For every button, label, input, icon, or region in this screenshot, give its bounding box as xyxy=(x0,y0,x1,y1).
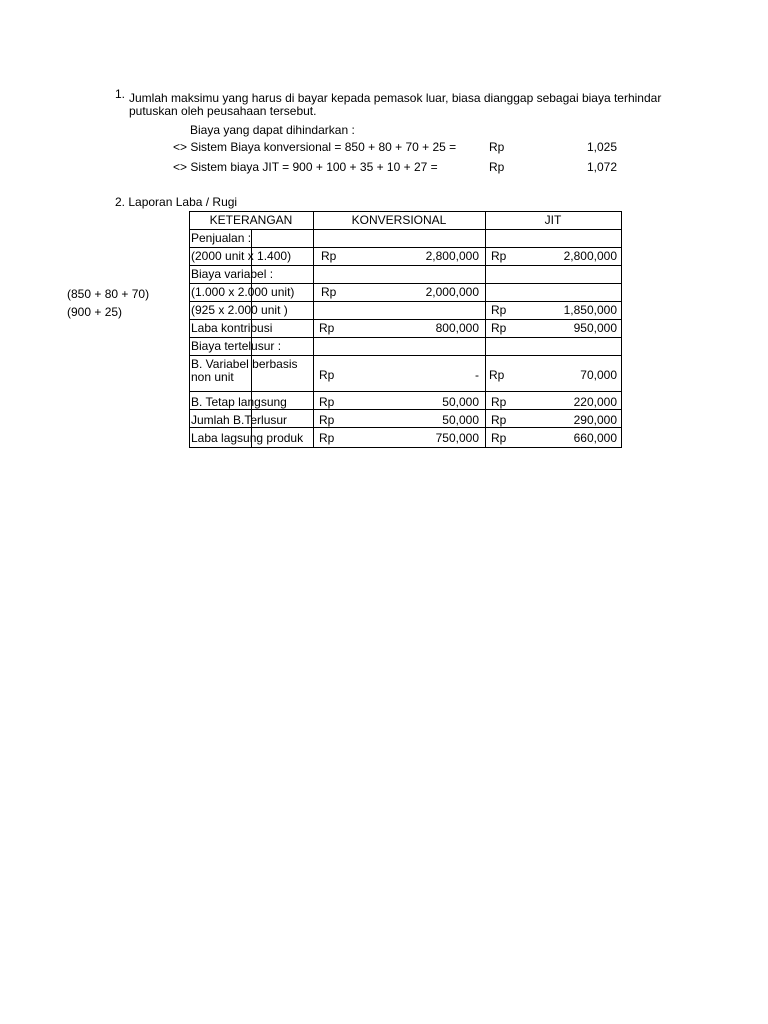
row-k-value: - xyxy=(475,368,479,382)
section1-number: 1. xyxy=(115,87,126,101)
row-label-line2: non unit xyxy=(191,370,234,384)
row-label: Laba kontribusi xyxy=(191,321,273,335)
section1-line2: putuskan oleh peusahaan tersebut. xyxy=(129,104,317,118)
row-k-value: 2,000,000 xyxy=(425,285,479,299)
row-label: Biaya variabel : xyxy=(191,267,274,281)
row-j-currency: Rp xyxy=(491,303,507,317)
row-j-currency: Rp xyxy=(491,395,507,409)
row-k-currency: Rp xyxy=(319,413,335,427)
row-j-currency: Rp xyxy=(491,431,507,445)
row-j-value: 220,000 xyxy=(573,395,617,409)
item-konversional-value: 1,025 xyxy=(586,140,617,154)
side-note-konversional: (850 + 80 + 70) xyxy=(67,287,150,301)
row-k-currency: Rp xyxy=(319,368,335,382)
row-k-value: 50,000 xyxy=(442,395,479,409)
section1-line1: Jumlah maksimu yang harus di bayar kepada pemasok luar, biasa dianggap sebagai biaya terhindar xyxy=(129,91,662,105)
side-note-jit: (900 + 25) xyxy=(67,305,123,319)
item-jit-label: <> Sistem biaya JIT = 900 + 100 + 35 + 10 + 27 = xyxy=(173,160,438,174)
item-jit-value: 1,072 xyxy=(586,160,617,174)
row-j-currency: Rp xyxy=(491,321,507,335)
header-konversional: KONVERSIONAL xyxy=(351,213,447,227)
row-k-value: 2,800,000 xyxy=(425,249,479,263)
row-k-value: 50,000 xyxy=(442,413,479,427)
row-k-currency: Rp xyxy=(319,395,335,409)
row-label: B. Tetap langsung xyxy=(191,395,287,409)
row-j-value: 2,800,000 xyxy=(563,249,617,263)
row-k-currency: Rp xyxy=(319,321,335,335)
row-label: Biaya tertelusur : xyxy=(191,339,282,353)
section2-title: 2. Laporan Laba / Rugi xyxy=(115,195,238,209)
income-statement-table xyxy=(189,211,622,448)
row-j-currency: Rp xyxy=(489,368,505,382)
row-j-value: 1,850,000 xyxy=(563,303,617,317)
row-j-value: 660,000 xyxy=(573,431,617,445)
item-jit-currency: Rp xyxy=(489,160,505,174)
row-label: Jumlah B.Terlusur xyxy=(191,413,288,427)
section1-subtitle: Biaya yang dapat dihindarkan : xyxy=(190,123,355,137)
row-label: Penjualan : xyxy=(191,231,252,245)
row-label: (925 x 2.000 unit ) xyxy=(191,303,288,317)
row-k-currency: Rp xyxy=(319,431,335,445)
header-keterangan: KETERANGAN xyxy=(209,213,293,227)
row-j-value: 290,000 xyxy=(573,413,617,427)
row-j-value: 950,000 xyxy=(573,321,617,335)
item-konversional-label: <> Sistem Biaya konversional = 850 + 80 + 70 + 25 = xyxy=(173,140,457,154)
row-k-currency: Rp xyxy=(321,249,337,263)
row-k-value: 800,000 xyxy=(435,321,479,335)
row-label: Laba lagsung produk xyxy=(191,431,304,445)
header-jit: JIT xyxy=(544,213,562,227)
row-j-currency: Rp xyxy=(491,249,507,263)
row-j-currency: Rp xyxy=(491,413,507,427)
row-k-value: 750,000 xyxy=(435,431,479,445)
row-k-currency: Rp xyxy=(321,285,337,299)
row-j-value: 70,000 xyxy=(580,368,617,382)
item-konversional-currency: Rp xyxy=(489,140,505,154)
row-label: (2000 unit x 1.400) xyxy=(191,249,292,263)
row-label: (1.000 x 2.000 unit) xyxy=(191,285,295,299)
row-label: B. Variabel berbasis xyxy=(191,357,298,371)
